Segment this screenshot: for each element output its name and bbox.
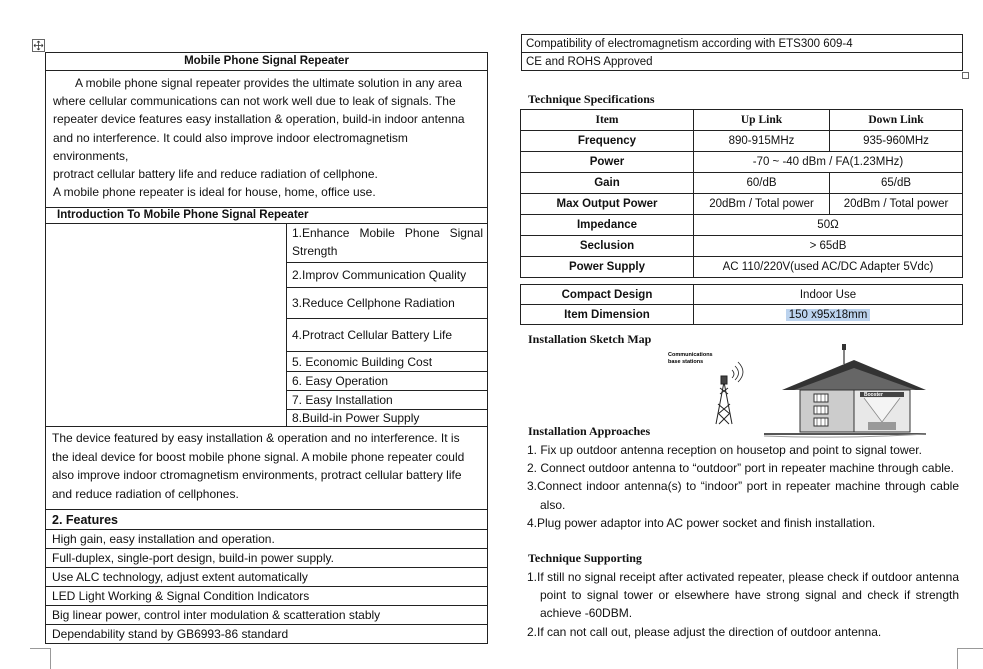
support-item: 1.If still no signal receipt after activated repeater, please check if outdoor antenna point to signal tower or elsewhere have strong signal and check if strength achieve -60DBM. <box>527 570 959 621</box>
description-paragraph <box>46 427 487 510</box>
selected-text[interactable]: 150 x95x18mm <box>786 309 871 321</box>
approach-item: 1. Fix up outdoor antenna reception on housetop and point to signal tower. <box>527 443 922 457</box>
compat-cell: Compatibility of electromagnetism according with ETS300 609-4 <box>522 35 963 53</box>
spec-item: Power <box>521 152 694 173</box>
features-heading: 2. Features <box>46 510 487 530</box>
spec-heading: Technique Specifications <box>528 92 655 106</box>
description-line: The device featured by easy installation & operation and no interference. It is <box>52 431 460 446</box>
spec-value: 935-960MHz <box>830 131 963 152</box>
approaches-list <box>527 441 959 532</box>
compact-item: Item Dimension <box>521 305 694 325</box>
page-corner-mark <box>957 648 983 669</box>
spec-value: 65/dB <box>830 173 963 194</box>
support-heading: Technique Supporting <box>528 551 642 565</box>
approach-item: 2. Connect outdoor antenna to “outdoor” port in repeater machine through cable. <box>527 461 954 476</box>
spec-value: 890-915MHz <box>694 131 830 152</box>
intro-line: A mobile phone signal repeater provides the ultimate solution in any area <box>75 76 462 90</box>
tower-label: Communications <box>668 352 713 358</box>
support-list <box>527 568 959 641</box>
benefits-block <box>46 224 487 427</box>
spec-header-cell: Down Link <box>830 110 963 131</box>
benefit-item: 4.Protract Cellular Battery Life <box>287 319 487 352</box>
spec-value: 20dBm / Total power <box>830 194 963 215</box>
benefit-item: 6. Easy Operation <box>287 372 487 391</box>
left-table <box>45 52 488 644</box>
benefit-item: 1.Enhance Mobile Phone Signal Strength <box>287 224 487 263</box>
compact-value: Indoor Use <box>694 285 963 305</box>
support-item: 2.If can not call out, please adjust the direction of outdoor antenna. <box>527 624 882 639</box>
intro-line: protract cellular battery life and reduce radiation of cellphone. <box>53 167 378 182</box>
intro-line: environments, <box>53 148 129 163</box>
spec-header-cell: Up Link <box>694 110 830 131</box>
installation-sketch <box>664 342 934 438</box>
spec-value: 50Ω <box>694 215 963 236</box>
intro-line: repeater device features easy installation & operation, build-in indoor antenna <box>53 112 465 127</box>
house-icon <box>782 344 926 432</box>
benefit-item: 8.Build-in Power Supply <box>292 411 420 426</box>
doc-title: Mobile Phone Signal Repeater <box>46 53 487 71</box>
spec-table <box>520 109 963 278</box>
benefit-item: 7. Easy Installation <box>287 391 487 410</box>
spec-value: AC 110/220V(used AC/DC Adapter 5Vdc) <box>694 257 963 278</box>
approaches-heading: Installation Approaches <box>528 424 651 438</box>
feature-item: Use ALC technology, adjust extent automatically <box>46 568 487 587</box>
signal-tower-icon <box>716 362 743 424</box>
spec-value: 20dBm / Total power <box>694 194 830 215</box>
benefits-list <box>287 224 487 426</box>
compact-value <box>694 305 963 325</box>
intro-line: where cellular communications can not work well due to leak of signals. The <box>53 94 456 109</box>
approach-item: 4.Plug power adaptor into AC power socket and finish installation. <box>527 515 876 530</box>
compact-item: Compact Design <box>521 285 694 305</box>
compact-table <box>520 284 963 325</box>
move-handle-icon[interactable] <box>32 39 45 52</box>
intro-line: A mobile phone repeater is ideal for house, home, office use. <box>53 185 376 200</box>
approach-item: 3.Connect indoor antenna(s) to “indoor” port in repeater machine through cable also. <box>527 479 959 512</box>
compat-table <box>521 34 963 71</box>
benefit-item: 2.Improv Communication Quality <box>287 263 487 288</box>
tower-label: base stations <box>668 359 704 365</box>
benefit-item: 3.Reduce Cellphone Radiation <box>287 288 487 319</box>
spec-item: Gain <box>521 173 694 194</box>
page-corner-mark <box>30 648 51 669</box>
feature-item: LED Light Working & Signal Condition Indicators <box>46 587 487 606</box>
intro-heading: Introduction To Mobile Phone Signal Repeater <box>46 208 487 224</box>
spec-value: > 65dB <box>694 236 963 257</box>
booster-label: Booster <box>864 392 883 398</box>
spec-item: Max Output Power <box>521 194 694 215</box>
spec-item: Impedance <box>521 215 694 236</box>
spec-item: Frequency <box>521 131 694 152</box>
compat-cell: CE and ROHS Approved <box>522 53 963 71</box>
sketch-heading: Installation Sketch Map <box>528 332 652 346</box>
feature-item: Dependability stand by GB6993-86 standard <box>52 627 289 642</box>
resize-handle[interactable] <box>962 72 969 79</box>
benefit-item: 5. Economic Building Cost <box>287 352 487 372</box>
feature-item: Big linear power, control inter modulation & scatteration stably <box>46 606 487 625</box>
spec-item: Seclusion <box>521 236 694 257</box>
intro-paragraph <box>46 71 487 208</box>
spec-item: Power Supply <box>521 257 694 278</box>
image-placeholder <box>46 224 287 426</box>
spec-value: 60/dB <box>694 173 830 194</box>
spec-value: -70 ~ -40 dBm / FA(1.23MHz) <box>694 152 963 173</box>
feature-item: High gain, easy installation and operation. <box>46 530 487 549</box>
intro-line: and no interference. It could also improve indoor electromagnetism <box>53 130 408 145</box>
spec-header-cell: Item <box>521 110 694 131</box>
feature-item: Full-duplex, single-port design, build-in power supply. <box>46 549 487 568</box>
description-line: also improve indoor ctromagnetism environments, protract cellular battery life <box>52 468 462 483</box>
description-line: and reduce radiation of cellphones. <box>52 486 239 501</box>
description-line: the ideal device for boost mobile phone signal. A mobile phone repeater could <box>52 449 465 464</box>
